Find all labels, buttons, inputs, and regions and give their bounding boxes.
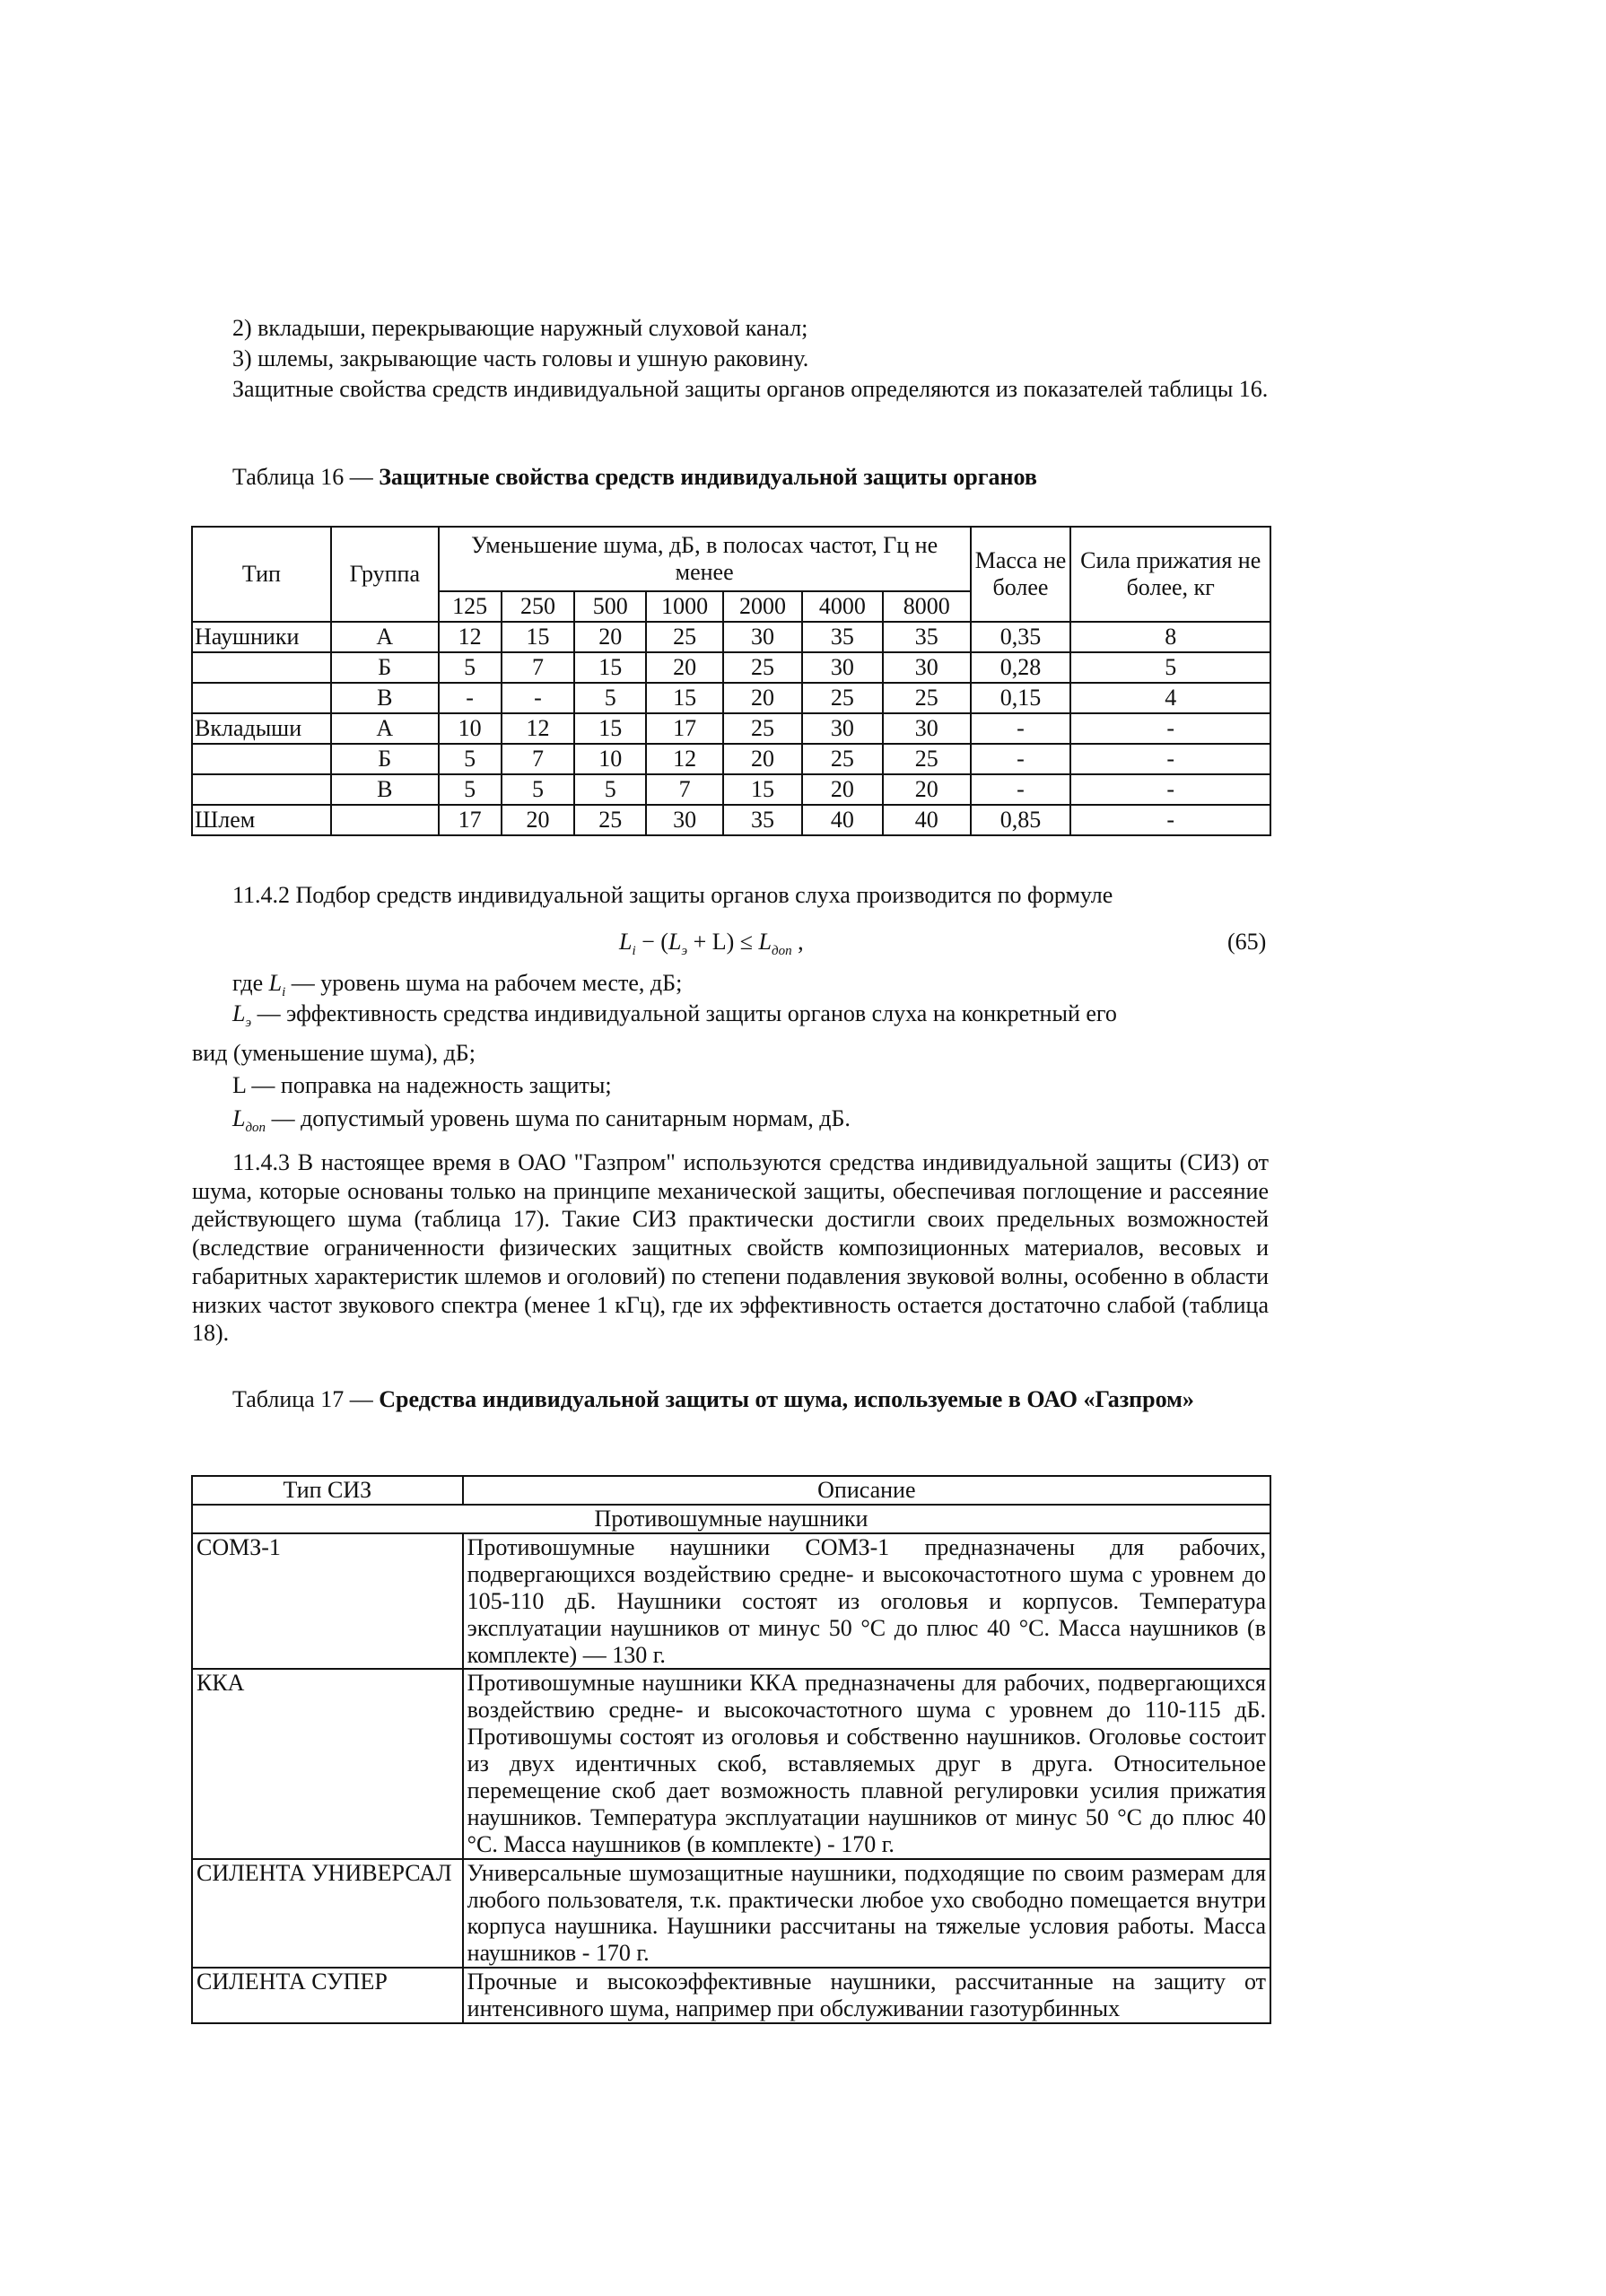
- formula-operator: − (: [635, 929, 668, 955]
- list-item-helmets: 3) шлемы, закрывающие часть головы и ушную раковину.: [232, 345, 809, 371]
- definition-text: — эффективность средства индивидуальной защиты органов слуха на конкретный его: [251, 1000, 1117, 1026]
- cell-type: [192, 683, 331, 713]
- definition-l: L — поправка на надежность защиты;: [232, 1072, 612, 1098]
- cell-value: 5: [439, 744, 502, 774]
- cell-type: СОМЗ-1: [192, 1533, 463, 1669]
- cell-group: Б: [331, 652, 439, 683]
- cell-value: 20: [574, 622, 646, 652]
- table16-header-force: Сила прижатия не более, кг: [1070, 527, 1270, 622]
- formula-operator: + L) ≤: [687, 929, 759, 955]
- cell-value: 20: [723, 683, 802, 713]
- table-row: [192, 744, 1270, 774]
- table-row: [192, 713, 1270, 744]
- cell-type: Наушники: [192, 622, 331, 652]
- cell-type: СИЛЕНТА СУПЕР: [192, 1968, 463, 2023]
- paragraph-1143: 11.4.3 В настоящее время в ОАО "Газпром" используются средства индивидуальной защиты (СИЗ) от шума, которые основаны только на принципе механической защиты, обеспечивая поглощение и рассеяние действующего шума (таблица 17). Такие СИЗ практически достигли своих предельных возможностей (вследствие ограниченности физических защитных свойств композиционных материалов, весовых и габаритных характеристик шлемов и оголовий) по степени подавления звуковой волны, особенно в области низких частот звукового спектра (менее 1 кГц), где их эффективность остается достаточно слабой (таблица 18).: [192, 1149, 1269, 1347]
- cell-value: 20: [646, 652, 723, 683]
- cell-mass: -: [971, 713, 1071, 744]
- cell-value: 5: [574, 774, 646, 805]
- cell-force: 4: [1070, 683, 1270, 713]
- cell-type: Шлем: [192, 805, 331, 835]
- cell-value: 7: [502, 652, 575, 683]
- table-row: [192, 805, 1270, 835]
- table-row: [192, 1859, 1270, 1969]
- cell-type: [192, 774, 331, 805]
- cell-value: 25: [723, 713, 802, 744]
- table-row: [192, 774, 1270, 805]
- formula-65: [619, 928, 804, 959]
- cell-value: 5: [439, 652, 502, 683]
- table16-freq: 8000: [883, 591, 971, 622]
- cell-value: 40: [802, 805, 883, 835]
- cell-group: [331, 805, 439, 835]
- table17-caption-prefix: Таблица 17 —: [232, 1386, 380, 1412]
- cell-value: 25: [723, 652, 802, 683]
- cell-value: 25: [802, 744, 883, 774]
- table-row: [192, 622, 1270, 652]
- table-row: [192, 1669, 1270, 1858]
- cell-force: 5: [1070, 652, 1270, 683]
- cell-mass: 0,35: [971, 622, 1071, 652]
- cell-value: 25: [646, 622, 723, 652]
- table16-header-mass: Масса не более: [971, 527, 1071, 622]
- definition-where: где: [232, 970, 269, 996]
- cell-value: 10: [439, 713, 502, 744]
- cell-type: Вкладыши: [192, 713, 331, 744]
- formula-subscript: i: [632, 944, 636, 959]
- cell-value: 20: [802, 774, 883, 805]
- cell-value: 35: [883, 622, 971, 652]
- cell-value: 15: [646, 683, 723, 713]
- table16-header-reduction: Уменьшение шума, дБ, в полосах частот, Гц не менее: [439, 527, 971, 591]
- cell-mass: -: [971, 744, 1071, 774]
- formula-subscript: э: [681, 944, 688, 959]
- cell-value: 25: [883, 744, 971, 774]
- definition-text: — допустимый уровень шума по санитарным нормам, дБ.: [266, 1105, 851, 1131]
- table16-caption-prefix: Таблица 16 —: [232, 464, 380, 490]
- table-row: [192, 1533, 1270, 1669]
- table16-freq: 1000: [646, 591, 723, 622]
- table17-section-headphones: Противошумные наушники: [192, 1505, 1270, 1533]
- cell-mass: 0,15: [971, 683, 1071, 713]
- table16-freq: 4000: [802, 591, 883, 622]
- cell-value: 5: [574, 683, 646, 713]
- cell-value: 30: [646, 805, 723, 835]
- paragraph-1142: 11.4.2 Подбор средств индивидуальной защиты органов слуха производится по формуле: [232, 882, 1113, 908]
- cell-type: СИЛЕНТА УНИВЕРСАЛ: [192, 1859, 463, 1969]
- cell-value: 15: [574, 652, 646, 683]
- cell-value: 12: [439, 622, 502, 652]
- cell-value: -: [439, 683, 502, 713]
- cell-value: 20: [502, 805, 575, 835]
- cell-value: 10: [574, 744, 646, 774]
- formula-subscript: э: [245, 1016, 252, 1031]
- cell-value: 25: [802, 683, 883, 713]
- table17: [191, 1475, 1271, 2024]
- definition-le: [232, 1000, 1269, 1031]
- cell-value: 5: [502, 774, 575, 805]
- cell-group: В: [331, 683, 439, 713]
- cell-description: Противошумные наушники ККА предназначены для рабочих, подвергающихся воздействию средне- и высокочастотного шума с уровнем до 110-115 дБ. Противошумы состоят из оголовья и собственно наушников. Оголовье состоит из двух идентичных скоб, вставляемых друг в друга. Относительное перемещение скоб дает возможность плавной регулировки усилия прижатия наушников. Температура эксплуатации наушников от минус 50 °С до плюс 40 °С. Масса наушников (в комплекте) - 170 г.: [463, 1669, 1270, 1858]
- cell-value: -: [502, 683, 575, 713]
- table17-header-desc: Описание: [463, 1476, 1270, 1505]
- table17-caption-title: Средства индивидуальной защиты от шума, используемые в ОАО «Газпром»: [379, 1386, 1194, 1412]
- table16-header-group: Группа: [331, 527, 439, 622]
- cell-force: -: [1070, 774, 1270, 805]
- cell-value: 5: [439, 774, 502, 805]
- cell-force: -: [1070, 744, 1270, 774]
- cell-value: 17: [439, 805, 502, 835]
- cell-group: А: [331, 622, 439, 652]
- cell-value: 40: [883, 805, 971, 835]
- cell-group: В: [331, 774, 439, 805]
- table16-caption-title: Защитные свойства средств индивидуальной защиты органов: [379, 464, 1037, 490]
- formula-symbol: L: [619, 929, 633, 955]
- cell-type: [192, 744, 331, 774]
- table17-caption: [192, 1385, 1269, 1414]
- cell-description: Противошумные наушники СОМЗ-1 предназначены для рабочих, подвергающихся воздействию средне- и высокочастотного шума с уровнем до 105-110 дБ. Наушники состоят из оголовья и корпусов. Температура эксплуатации наушников от минус 50 °С до плюс 40 °С. Масса наушников (в комплекте) — 130 г.: [463, 1533, 1270, 1669]
- table-row: [192, 1968, 1270, 2023]
- table16-header-type: Тип: [192, 527, 331, 622]
- cell-value: 30: [883, 713, 971, 744]
- cell-value: 25: [574, 805, 646, 835]
- cell-value: 15: [723, 774, 802, 805]
- table16: [191, 526, 1271, 836]
- cell-value: 12: [502, 713, 575, 744]
- cell-mass: -: [971, 774, 1071, 805]
- definition-le-cont: вид (уменьшение шума), дБ;: [192, 1040, 476, 1066]
- formula-comma: ,: [791, 929, 804, 955]
- formula-subscript: i: [282, 985, 286, 1000]
- cell-value: 7: [646, 774, 723, 805]
- formula-subscript: доп: [245, 1121, 266, 1136]
- cell-value: 12: [646, 744, 723, 774]
- table16-freq: 2000: [723, 591, 802, 622]
- cell-mass: 0,85: [971, 805, 1071, 835]
- formula-symbol: L: [758, 929, 772, 955]
- cell-value: 35: [723, 805, 802, 835]
- cell-type: ККА: [192, 1669, 463, 1858]
- list-item-inserts: 2) вкладыши, перекрывающие наружный слуховой канал;: [232, 315, 808, 341]
- table16-freq: 125: [439, 591, 502, 622]
- cell-type: [192, 652, 331, 683]
- formula-symbol: L: [268, 970, 283, 996]
- cell-value: 7: [502, 744, 575, 774]
- table16-freq: 500: [574, 591, 646, 622]
- table-row: [192, 652, 1270, 683]
- formula-symbol: L: [232, 1000, 246, 1026]
- cell-value: 15: [574, 713, 646, 744]
- cell-value: 35: [802, 622, 883, 652]
- cell-value: 25: [883, 683, 971, 713]
- cell-description: Прочные и высокоэффективные наушники, рассчитанные на защиту от интенсивного шума, например при обслуживании газотурбинных: [463, 1968, 1270, 2023]
- cell-mass: 0,28: [971, 652, 1071, 683]
- definition-li: [232, 969, 682, 1000]
- cell-value: 30: [723, 622, 802, 652]
- cell-value: 30: [802, 713, 883, 744]
- table-row: [192, 683, 1270, 713]
- paragraph-protective-properties: Защитные свойства средств индивидуальной защиты органов определяются из показателей таблицы 16.: [232, 376, 1269, 402]
- cell-force: -: [1070, 713, 1270, 744]
- cell-force: 8: [1070, 622, 1270, 652]
- definition-text: — уровень шума на рабочем месте, дБ;: [285, 970, 683, 996]
- definition-ldon: [232, 1104, 851, 1136]
- cell-value: 30: [883, 652, 971, 683]
- cell-value: 30: [802, 652, 883, 683]
- table17-header-type: Тип СИЗ: [192, 1476, 463, 1505]
- cell-value: 20: [883, 774, 971, 805]
- formula-symbol: L: [668, 929, 682, 955]
- formula-symbol: L: [232, 1105, 246, 1131]
- cell-group: Б: [331, 744, 439, 774]
- table16-freq: 250: [502, 591, 575, 622]
- cell-value: 15: [502, 622, 575, 652]
- formula-subscript: доп: [772, 944, 792, 959]
- formula-number: (65): [1227, 929, 1267, 955]
- cell-value: 17: [646, 713, 723, 744]
- cell-value: 20: [723, 744, 802, 774]
- cell-description: Универсальные шумозащитные наушники, подходящие по своим размерам для любого пользователя, т.к. практически любое ухо свободно помещается внутри корпуса наушника. Наушники рассчитаны на тяжелые условия работы. Масса наушников - 170 г.: [463, 1859, 1270, 1969]
- cell-force: -: [1070, 805, 1270, 835]
- table16-caption: [232, 463, 1037, 492]
- cell-group: А: [331, 713, 439, 744]
